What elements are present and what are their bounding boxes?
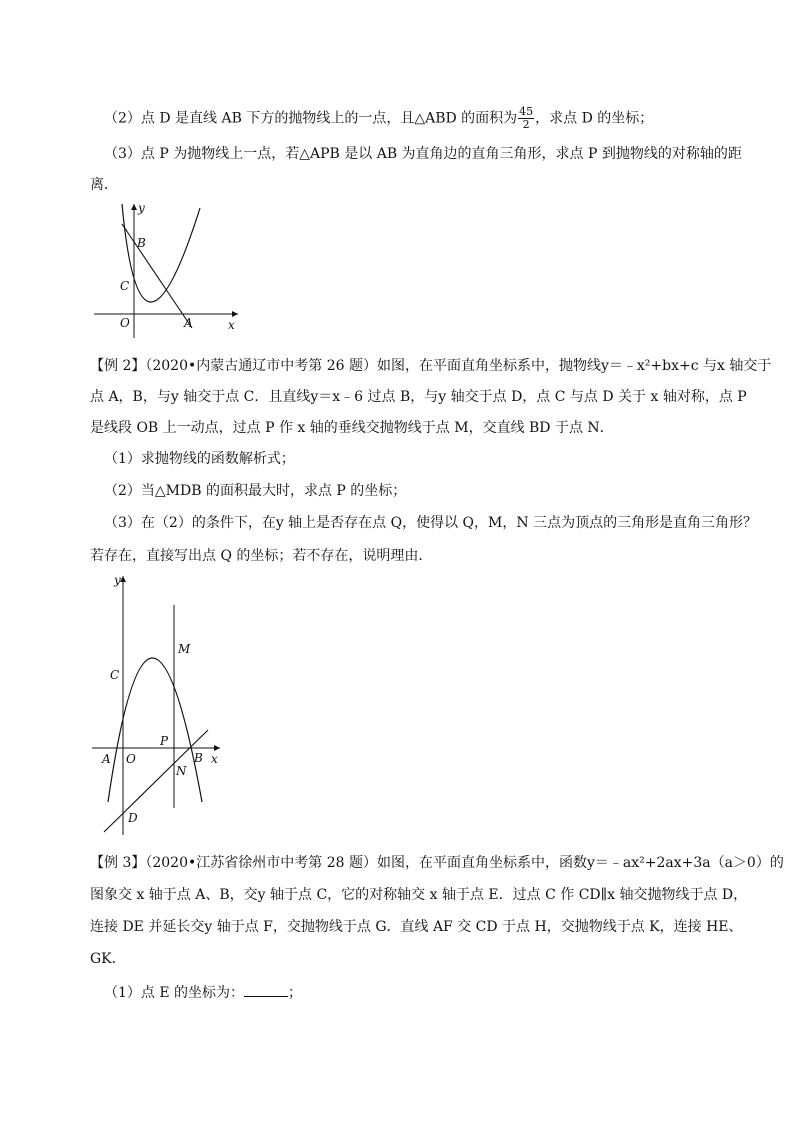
- ex3-q1-text: （1）点 E 的坐标为：: [104, 985, 245, 1001]
- answer-blank[interactable]: [244, 982, 288, 997]
- ex1-q2-text: （2）点 D 是直线 AB 下方的抛物线上的一点，且△ABD 的面积为: [104, 110, 518, 127]
- ex2-line2: 点 A，B，与y 轴交于点 C．且直线y＝x﹣6 过点 B，与y 轴交于点 D，点 C 与点 D 关于 x 轴对称，点 P: [90, 389, 747, 405]
- ex3-question-1: [104, 982, 302, 1003]
- ex1-figure: [90, 198, 250, 348]
- ex2-question-3-line1: （3）在（2）的条件下，在y 轴上是否存在点 Q，使得以 Q，M，N 三点为顶点的三角形是直角三角形？: [104, 515, 758, 531]
- area-fraction: [518, 106, 534, 131]
- ex3-line3: 连接 DE 并延长交y 轴于点 F，交抛物线于点 G．直线 AF 交 CD 于点 H，交抛物线于点 K，连接 HE、: [90, 919, 743, 935]
- y-axis-arrow: [120, 576, 126, 582]
- ex2-question-1: （1）求抛物线的函数解析式；: [104, 451, 295, 467]
- label-a: A: [102, 752, 111, 766]
- x-axis-arrow: [214, 745, 220, 751]
- line-ab: [122, 224, 192, 328]
- ex1-question-3-line2: 离．: [90, 177, 118, 193]
- label-b: B: [137, 236, 146, 250]
- label-m: M: [178, 642, 191, 656]
- label-c: C: [120, 279, 130, 293]
- ex1-question-2: [104, 106, 653, 131]
- fraction-numerator: 45: [519, 105, 534, 118]
- label-x: x: [211, 752, 218, 766]
- ex1-question-3-line1: （3）点 P 为抛物线上一点，若△APB 是以 AB 为直角边的直角三角形，求点 P 到抛物线的对称轴的距: [104, 146, 742, 162]
- ex3-line4: GK．: [90, 951, 126, 967]
- label-d: D: [128, 811, 138, 825]
- label-a: A: [184, 316, 193, 330]
- ex2-line1: 【例 2】（2020•内蒙古通辽市中考第 26 题）如图，在平面直角坐标系中，抛物线y＝﹣x²+bx+c 与x 轴交于: [90, 358, 772, 374]
- label-c: C: [110, 668, 120, 682]
- ex2-question-2: （2）当△MDB 的面积最大时，求点 P 的坐标；: [104, 483, 407, 499]
- label-n: N: [176, 764, 187, 778]
- label-y: y: [138, 201, 145, 215]
- ex1-q2-tail: ，求点 D 的坐标；: [535, 110, 654, 127]
- ex2-line3: 是线段 OB 上一动点，过点 P 作 x 轴的垂线交抛物线于点 M，交直线 BD 于点 N．: [90, 420, 614, 436]
- ex3-line2: 图象交 x 轴于点 A、B，交y 轴于点 C，它的对称轴交 x 轴于点 E．过点 C 作 CD∥x 轴交抛物线于点 D，: [90, 887, 748, 903]
- label-p: P: [160, 734, 169, 748]
- label-b: B: [194, 751, 203, 765]
- x-axis-arrow: [232, 311, 238, 317]
- parabola: [108, 658, 202, 802]
- ex3-line1: 【例 3】（2020•江苏省徐州市中考第 28 题）如图，在平面直角坐标系中，函数y＝﹣ax²+2ax+3a（a＞0）的: [90, 855, 784, 871]
- y-axis-arrow: [131, 204, 137, 210]
- label-o: O: [126, 752, 136, 766]
- ex3-q1-tail: ；: [288, 985, 303, 1001]
- fraction-denominator: 2: [522, 118, 530, 131]
- label-o: O: [120, 316, 130, 330]
- label-x: x: [228, 318, 235, 332]
- ex2-question-3-line2: 若存在，直接写出点 Q 的坐标；若不存在，说明理由．: [90, 548, 433, 564]
- line-bd: [104, 730, 208, 832]
- label-y: y: [114, 573, 121, 587]
- ex2-figure: [90, 570, 240, 840]
